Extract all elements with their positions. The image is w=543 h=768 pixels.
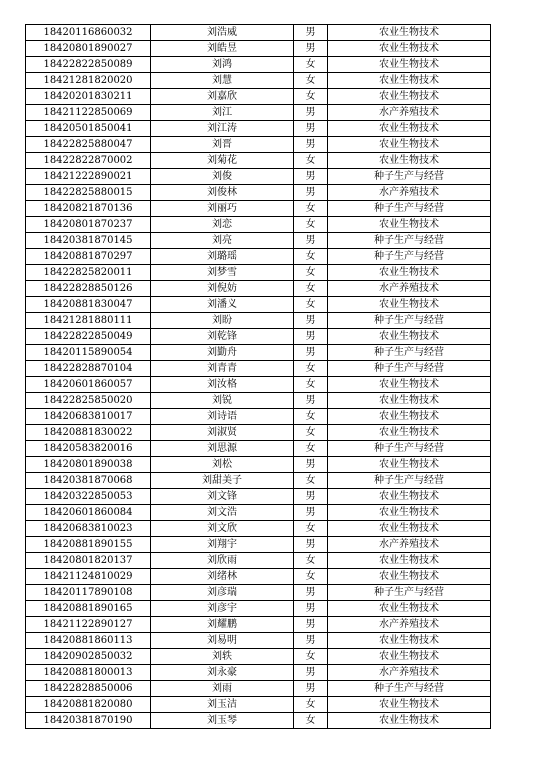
name-cell: 刘文锋 — [151, 489, 294, 505]
gender-cell: 女 — [294, 297, 328, 313]
major-cell: 农业生物技术 — [328, 73, 491, 89]
gender-cell: 女 — [294, 281, 328, 297]
table-row — [26, 681, 491, 697]
name-cell: 刘青青 — [151, 361, 294, 377]
student-id-cell: 18420881870297 — [26, 249, 151, 265]
gender-cell: 女 — [294, 265, 328, 281]
table-row — [26, 25, 491, 41]
table-row — [26, 345, 491, 361]
major-cell: 种子生产与经营 — [328, 345, 491, 361]
table-row — [26, 297, 491, 313]
major-cell: 农业生物技术 — [328, 217, 491, 233]
table-row — [26, 665, 491, 681]
gender-cell: 男 — [294, 233, 328, 249]
gender-cell: 女 — [294, 697, 328, 713]
table-row — [26, 265, 491, 281]
student-id-cell: 18420683810023 — [26, 521, 151, 537]
name-cell: 刘梦雪 — [151, 265, 294, 281]
name-cell: 刘玉琴 — [151, 713, 294, 729]
gender-cell: 男 — [294, 505, 328, 521]
name-cell: 刘丽巧 — [151, 201, 294, 217]
name-cell: 刘文欣 — [151, 521, 294, 537]
major-cell: 种子生产与经营 — [328, 585, 491, 601]
major-cell: 农业生物技术 — [328, 121, 491, 137]
gender-cell: 男 — [294, 457, 328, 473]
student-table — [25, 24, 491, 729]
name-cell: 刘锐 — [151, 393, 294, 409]
student-id-cell: 18420881860113 — [26, 633, 151, 649]
student-id-cell: 18422828850006 — [26, 681, 151, 697]
student-id-cell: 18420821870136 — [26, 201, 151, 217]
name-cell: 刘盼 — [151, 313, 294, 329]
table-row — [26, 249, 491, 265]
major-cell: 农业生物技术 — [328, 553, 491, 569]
major-cell: 农业生物技术 — [328, 329, 491, 345]
student-id-cell: 18420683810017 — [26, 409, 151, 425]
name-cell: 刘耀鹏 — [151, 617, 294, 633]
student-id-cell: 18420801890038 — [26, 457, 151, 473]
gender-cell: 男 — [294, 25, 328, 41]
name-cell: 刘鸿 — [151, 57, 294, 73]
table-row — [26, 153, 491, 169]
student-id-cell: 18422825880047 — [26, 137, 151, 153]
student-id-cell: 18420381870190 — [26, 713, 151, 729]
table-row — [26, 505, 491, 521]
major-cell: 农业生物技术 — [328, 521, 491, 537]
name-cell: 刘皓昱 — [151, 41, 294, 57]
name-cell: 刘轶 — [151, 649, 294, 665]
gender-cell: 女 — [294, 425, 328, 441]
student-id-cell: 18422828850126 — [26, 281, 151, 297]
name-cell: 刘松 — [151, 457, 294, 473]
student-id-cell: 18422828870104 — [26, 361, 151, 377]
table-row — [26, 521, 491, 537]
gender-cell: 男 — [294, 585, 328, 601]
gender-cell: 男 — [294, 665, 328, 681]
major-cell: 农业生物技术 — [328, 265, 491, 281]
major-cell: 种子生产与经营 — [328, 233, 491, 249]
gender-cell: 男 — [294, 185, 328, 201]
major-cell: 农业生物技术 — [328, 569, 491, 585]
major-cell: 农业生物技术 — [328, 57, 491, 73]
student-id-cell: 18421281820020 — [26, 73, 151, 89]
gender-cell: 男 — [294, 329, 328, 345]
table-row — [26, 617, 491, 633]
gender-cell: 女 — [294, 57, 328, 73]
table-row — [26, 537, 491, 553]
major-cell: 农业生物技术 — [328, 41, 491, 57]
name-cell: 刘慧 — [151, 73, 294, 89]
gender-cell: 女 — [294, 649, 328, 665]
table-row — [26, 73, 491, 89]
table-row — [26, 41, 491, 57]
table-row — [26, 137, 491, 153]
student-id-cell: 18420115890054 — [26, 345, 151, 361]
gender-cell: 男 — [294, 41, 328, 57]
gender-cell: 男 — [294, 137, 328, 153]
name-cell: 刘文浩 — [151, 505, 294, 521]
name-cell: 刘菊花 — [151, 153, 294, 169]
table-row — [26, 313, 491, 329]
table-row — [26, 89, 491, 105]
gender-cell: 男 — [294, 633, 328, 649]
table-row — [26, 457, 491, 473]
gender-cell: 女 — [294, 153, 328, 169]
major-cell: 种子生产与经营 — [328, 473, 491, 489]
name-cell: 刘潘义 — [151, 297, 294, 313]
major-cell: 种子生产与经营 — [328, 681, 491, 697]
table-row — [26, 425, 491, 441]
name-cell: 刘彦瑞 — [151, 585, 294, 601]
name-cell: 刘诗语 — [151, 409, 294, 425]
student-id-cell: 18420881890155 — [26, 537, 151, 553]
major-cell: 种子生产与经营 — [328, 201, 491, 217]
table-row — [26, 201, 491, 217]
name-cell: 刘江涛 — [151, 121, 294, 137]
name-cell: 刘倪妨 — [151, 281, 294, 297]
student-id-cell: 18421122850069 — [26, 105, 151, 121]
gender-cell: 女 — [294, 73, 328, 89]
major-cell: 农业生物技术 — [328, 601, 491, 617]
gender-cell: 女 — [294, 713, 328, 729]
student-id-cell: 18420881820080 — [26, 697, 151, 713]
student-id-cell: 18421222890021 — [26, 169, 151, 185]
student-id-cell: 18420601860084 — [26, 505, 151, 521]
name-cell: 刘亮 — [151, 233, 294, 249]
major-cell: 农业生物技术 — [328, 297, 491, 313]
student-id-cell: 18420116860032 — [26, 25, 151, 41]
name-cell: 刘彦宇 — [151, 601, 294, 617]
name-cell: 刘淑贤 — [151, 425, 294, 441]
name-cell: 刘俊 — [151, 169, 294, 185]
gender-cell: 女 — [294, 377, 328, 393]
table-row — [26, 553, 491, 569]
major-cell: 种子生产与经营 — [328, 361, 491, 377]
gender-cell: 女 — [294, 89, 328, 105]
table-row — [26, 585, 491, 601]
table-row — [26, 377, 491, 393]
name-cell: 刘翔宇 — [151, 537, 294, 553]
major-cell: 种子生产与经营 — [328, 441, 491, 457]
student-id-cell: 18420801890027 — [26, 41, 151, 57]
major-cell: 农业生物技术 — [328, 393, 491, 409]
name-cell: 刘雨 — [151, 681, 294, 697]
table-row — [26, 217, 491, 233]
student-id-cell: 18420881830047 — [26, 297, 151, 313]
table-row — [26, 169, 491, 185]
table-row — [26, 121, 491, 137]
student-id-cell: 18420117890108 — [26, 585, 151, 601]
student-id-cell: 18420881800013 — [26, 665, 151, 681]
name-cell: 刘汝格 — [151, 377, 294, 393]
major-cell: 农业生物技术 — [328, 649, 491, 665]
name-cell: 刘勤舟 — [151, 345, 294, 361]
student-id-cell: 18420881830022 — [26, 425, 151, 441]
gender-cell: 男 — [294, 345, 328, 361]
name-cell: 刘绪林 — [151, 569, 294, 585]
table-row — [26, 281, 491, 297]
major-cell: 农业生物技术 — [328, 377, 491, 393]
table-row — [26, 713, 491, 729]
table-row — [26, 57, 491, 73]
table-row — [26, 361, 491, 377]
gender-cell: 男 — [294, 601, 328, 617]
table-row — [26, 393, 491, 409]
name-cell: 刘玉洁 — [151, 697, 294, 713]
gender-cell: 男 — [294, 121, 328, 137]
gender-cell: 女 — [294, 441, 328, 457]
major-cell: 农业生物技术 — [328, 505, 491, 521]
table-row — [26, 185, 491, 201]
gender-cell: 女 — [294, 521, 328, 537]
gender-cell: 男 — [294, 537, 328, 553]
name-cell: 刘俊林 — [151, 185, 294, 201]
student-id-cell: 18422825850020 — [26, 393, 151, 409]
name-cell: 刘甜美子 — [151, 473, 294, 489]
major-cell: 农业生物技术 — [328, 153, 491, 169]
student-id-cell: 18420601860057 — [26, 377, 151, 393]
major-cell: 水产养殖技术 — [328, 617, 491, 633]
gender-cell: 女 — [294, 553, 328, 569]
table-row — [26, 409, 491, 425]
table-row — [26, 697, 491, 713]
student-id-cell: 18420501850041 — [26, 121, 151, 137]
major-cell: 水产养殖技术 — [328, 537, 491, 553]
gender-cell: 男 — [294, 617, 328, 633]
name-cell: 刘浩威 — [151, 25, 294, 41]
gender-cell: 女 — [294, 473, 328, 489]
student-id-cell: 18421124810029 — [26, 569, 151, 585]
gender-cell: 男 — [294, 393, 328, 409]
major-cell: 农业生物技术 — [328, 457, 491, 473]
gender-cell: 男 — [294, 489, 328, 505]
name-cell: 刘永豪 — [151, 665, 294, 681]
student-id-cell: 18420801870237 — [26, 217, 151, 233]
table-row — [26, 569, 491, 585]
student-id-cell: 18422822850049 — [26, 329, 151, 345]
major-cell: 种子生产与经营 — [328, 169, 491, 185]
major-cell: 农业生物技术 — [328, 697, 491, 713]
student-id-cell: 18422825880015 — [26, 185, 151, 201]
major-cell: 水产养殖技术 — [328, 105, 491, 121]
student-id-cell: 18421122890127 — [26, 617, 151, 633]
gender-cell: 女 — [294, 361, 328, 377]
major-cell: 农业生物技术 — [328, 409, 491, 425]
gender-cell: 男 — [294, 105, 328, 121]
table-row — [26, 649, 491, 665]
gender-cell: 女 — [294, 201, 328, 217]
student-id-cell: 18422825820011 — [26, 265, 151, 281]
major-cell: 农业生物技术 — [328, 633, 491, 649]
gender-cell: 女 — [294, 249, 328, 265]
student-table-body — [26, 25, 491, 729]
student-id-cell: 18420381870068 — [26, 473, 151, 489]
student-id-cell: 18422822870002 — [26, 153, 151, 169]
major-cell: 水产养殖技术 — [328, 665, 491, 681]
student-id-cell: 18422822850089 — [26, 57, 151, 73]
gender-cell: 女 — [294, 409, 328, 425]
major-cell: 农业生物技术 — [328, 425, 491, 441]
major-cell: 农业生物技术 — [328, 137, 491, 153]
student-id-cell: 18420322850053 — [26, 489, 151, 505]
major-cell: 种子生产与经营 — [328, 249, 491, 265]
gender-cell: 男 — [294, 681, 328, 697]
student-id-cell: 18420583820016 — [26, 441, 151, 457]
gender-cell: 男 — [294, 313, 328, 329]
major-cell: 水产养殖技术 — [328, 281, 491, 297]
major-cell: 农业生物技术 — [328, 713, 491, 729]
name-cell: 刘易明 — [151, 633, 294, 649]
student-id-cell: 18420902850032 — [26, 649, 151, 665]
table-row — [26, 329, 491, 345]
name-cell: 刘嘉欣 — [151, 89, 294, 105]
table-row — [26, 601, 491, 617]
table-row — [26, 441, 491, 457]
student-id-cell: 18420801820137 — [26, 553, 151, 569]
major-cell: 农业生物技术 — [328, 489, 491, 505]
name-cell: 刘江 — [151, 105, 294, 121]
major-cell: 农业生物技术 — [328, 25, 491, 41]
name-cell: 刘乾锋 — [151, 329, 294, 345]
major-cell: 农业生物技术 — [328, 89, 491, 105]
table-row — [26, 105, 491, 121]
table-row — [26, 233, 491, 249]
student-id-cell: 18420881890165 — [26, 601, 151, 617]
major-cell: 种子生产与经营 — [328, 313, 491, 329]
table-row — [26, 633, 491, 649]
student-id-cell: 18420201830211 — [26, 89, 151, 105]
major-cell: 水产养殖技术 — [328, 185, 491, 201]
student-id-cell: 18420381870145 — [26, 233, 151, 249]
name-cell: 刘恋 — [151, 217, 294, 233]
name-cell: 刘思源 — [151, 441, 294, 457]
name-cell: 刘璐瑶 — [151, 249, 294, 265]
table-row — [26, 473, 491, 489]
name-cell: 刘晋 — [151, 137, 294, 153]
student-id-cell: 18421281880111 — [26, 313, 151, 329]
gender-cell: 女 — [294, 569, 328, 585]
gender-cell: 男 — [294, 169, 328, 185]
gender-cell: 女 — [294, 217, 328, 233]
table-row — [26, 489, 491, 505]
name-cell: 刘欣雨 — [151, 553, 294, 569]
